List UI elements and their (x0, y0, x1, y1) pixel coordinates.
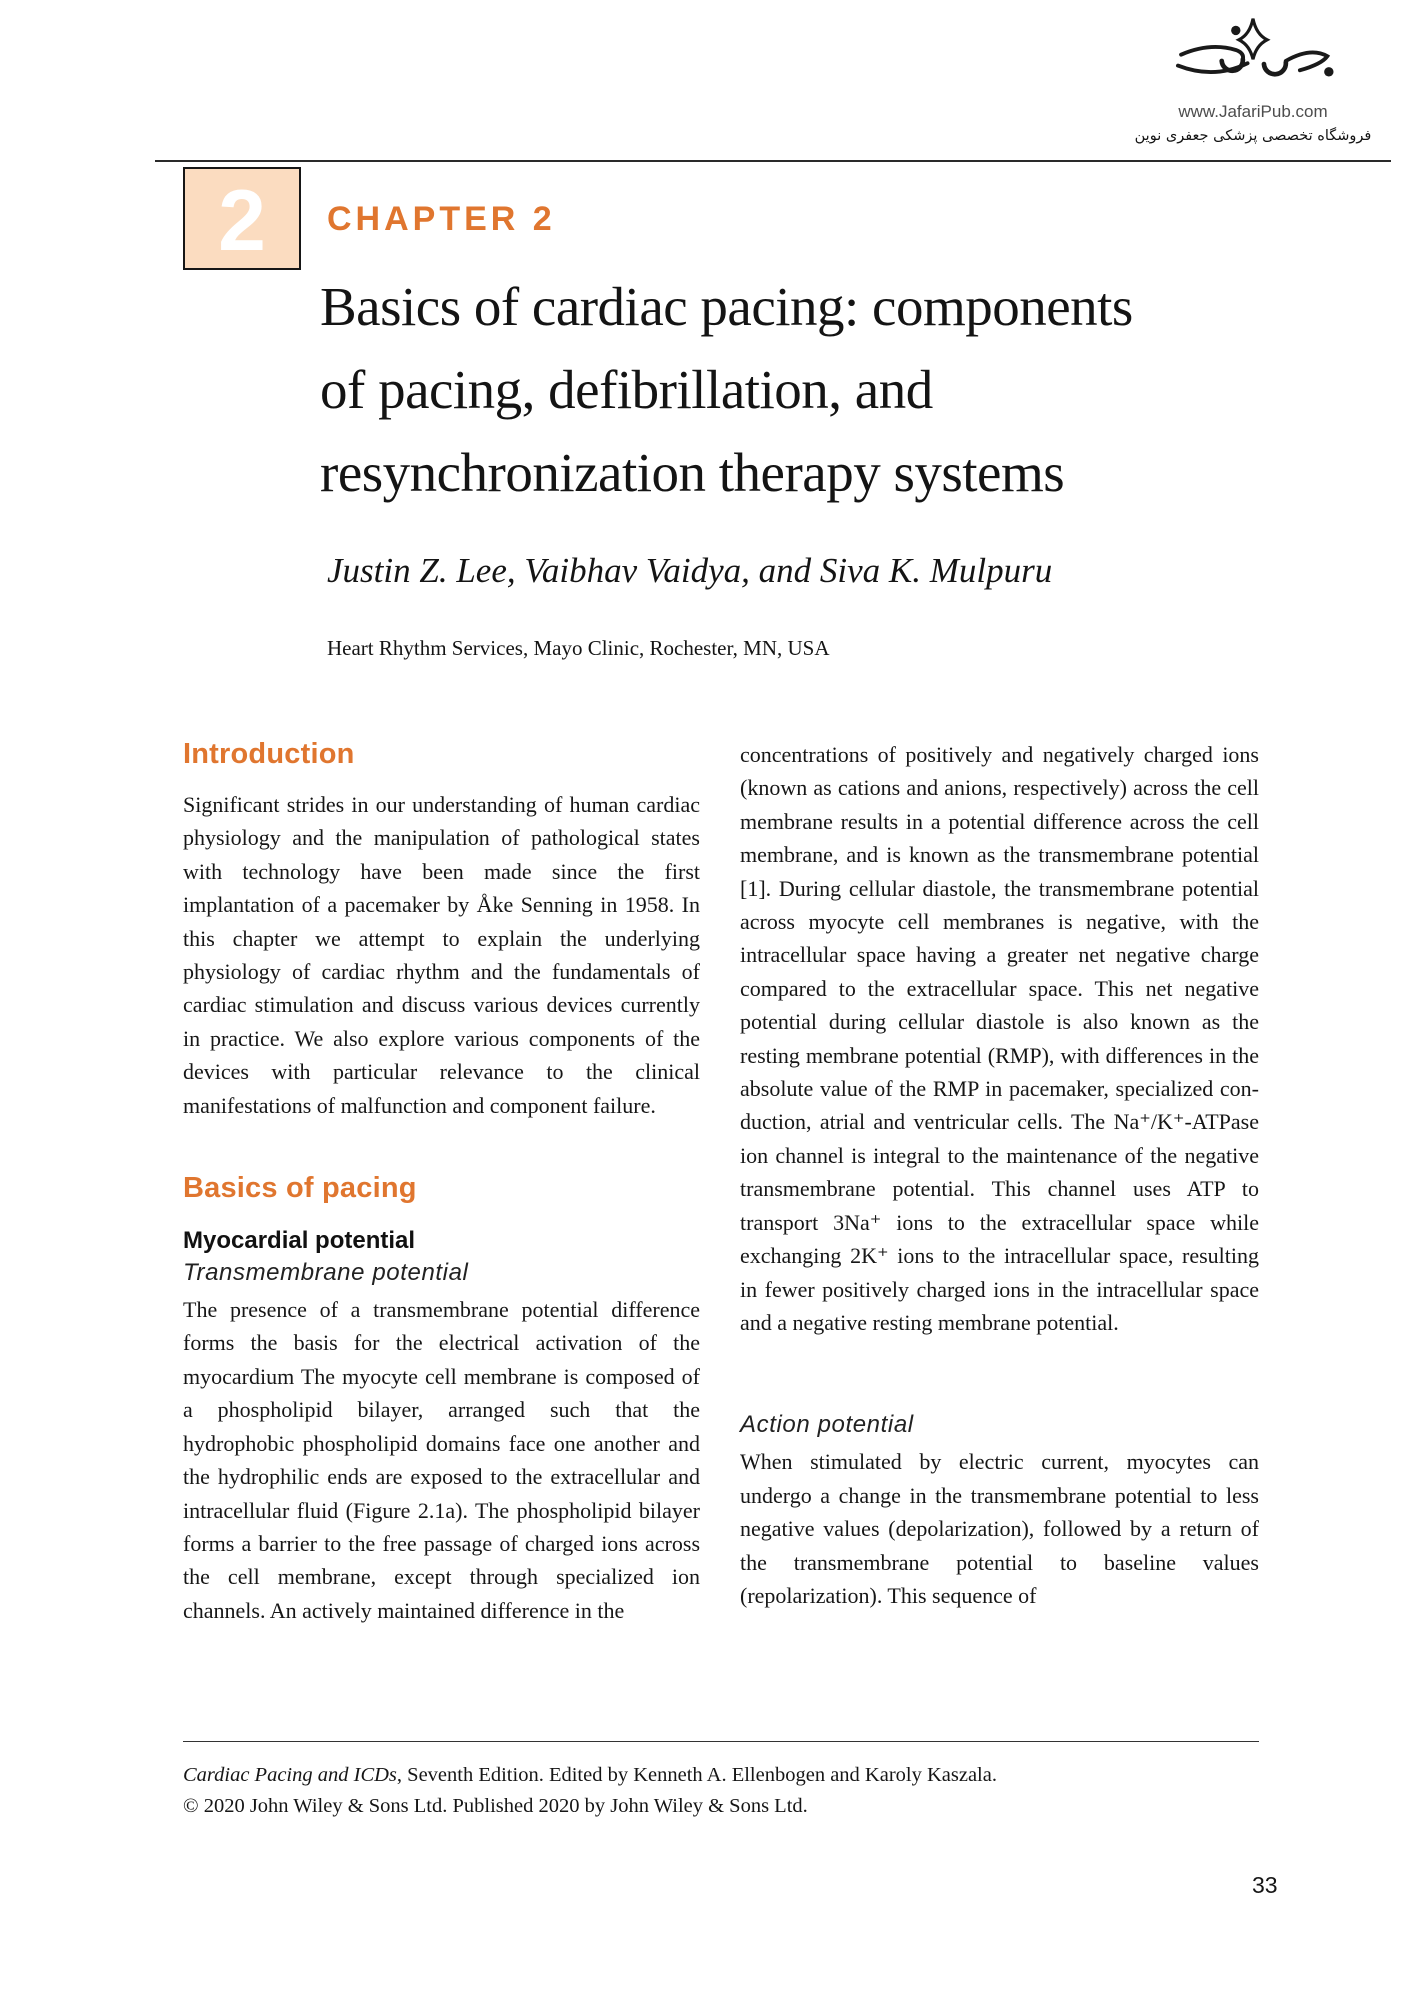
footer-citation-block (183, 1760, 1259, 1822)
chapter-number: 2 (218, 172, 266, 269)
publisher-tagline: فروشگاه تخصصی پزشکی جعفری نوین (1134, 128, 1372, 144)
footer-copyright: © 2020 John Wiley & Sons Ltd. Published 2020 by John Wiley & Sons Ltd. (183, 1795, 808, 1817)
footer-citation-rest: , Seventh Edition. Edited by Kenneth A. Ellenbogen and Karoly Kaszala. (396, 1764, 997, 1786)
chapter-title-line: resynchronization therapy systems (320, 442, 1065, 503)
chapter-title-line: of pacing, defibrillation, and (320, 359, 933, 420)
page-number: 33 (1252, 1872, 1278, 1898)
intro-heading: Introduction (183, 738, 355, 770)
continued-paragraph: concentrations of positively and negatively charged ions (known as cations and anions, respectively) across the cell membrane results in a potential difference across the cell membrane, and is known as the transmembrane potential [1]. During cellular diastole, the transmembrane potential across myocyte cell membranes is negative, with the intracellular space having a greater net negative charge compared to the extracellular space. This net negative potential during cellular diastole is also known as the resting membrane potential (RMP), with differences in the absolute value of the RMP in pacemaker, specialized conduction, atrial and ventricular cells. The Na⁺/K⁺-ATPase ion channel is integral to the maintenance of the negative transmembrane potential. This channel uses ATP to transport 3Na⁺ ions to the extracellular space while exchanging 2K⁺ ions to the intracellular space, resulting in fewer positively charged ions in the intracellular space and a negative resting membrane potential. (740, 742, 1259, 1335)
footer-rule (183, 1741, 1259, 1742)
myocardial-potential-heading: Myocardial potential (183, 1227, 416, 1255)
transmembrane-potential-heading: Transmembrane potential (183, 1259, 469, 1287)
chapter-title (320, 265, 1280, 514)
header-rule (155, 160, 1391, 162)
basics-of-pacing-heading: Basics of pacing (183, 1172, 417, 1205)
footer-citation-title: Cardiac Pacing and ICDs (183, 1764, 397, 1786)
publisher-logo-icon (1113, 14, 1393, 100)
intro-paragraph: Significant strides in our understanding of human cardiac physiology and the manipulation of pathological states with technology have been made since the first implantation of a pacemaker by Åke Senning in 1958. In this chapter we attempt to explain the underlying physiology of cardiac rhythm and the fundamentals of cardiac stimulation and discuss various devices currently in practice. We also explore various components of the devices with particular relevance to the clinical manifestations of malfunction and component failure. (183, 792, 700, 1118)
right-column (740, 738, 1259, 1612)
chapter-title-line: Basics of cardiac pacing: components (320, 276, 1133, 337)
publisher-url: www.JafariPub.com (1178, 102, 1328, 121)
transmembrane-paragraph: The presence of a transmembrane potential difference forms the basis for the electrical activation of the myocardium The myocyte cell membrane is composed of a phospholipid bilayer, arranged such that the hydrophobic phospholipid domains face one another and the hydrophilic ends are exposed to the extracellular and intracellular fluid (Figure 2.1a). The phospholipid bilayer forms a barrier to the free passage of charged ions across the cell membrane, except through specialized ion channels. An actively maintained difference in the (183, 1297, 700, 1623)
action-potential-heading: Action potential (740, 1411, 914, 1439)
left-column (183, 738, 700, 1627)
chapter-authors: Justin Z. Lee, Vaibhav Vaidya, and Siva K. Mulpuru (327, 551, 1053, 590)
action-paragraph: When stimulated by electric current, myocytes can undergo a change in the transmembrane potential to less negative values (depolarization), followed by a return of the transmembrane potential to baseline values (repolarization). This sequence of (740, 1449, 1259, 1608)
chapter-number-box (183, 167, 301, 270)
footer-citation (183, 1760, 1259, 1791)
publisher-branding (1113, 14, 1393, 144)
authors-affiliation: Heart Rhythm Services, Mayo Clinic, Rochester, MN, USA (327, 636, 830, 660)
chapter-label: CHAPTER 2 (327, 200, 556, 238)
